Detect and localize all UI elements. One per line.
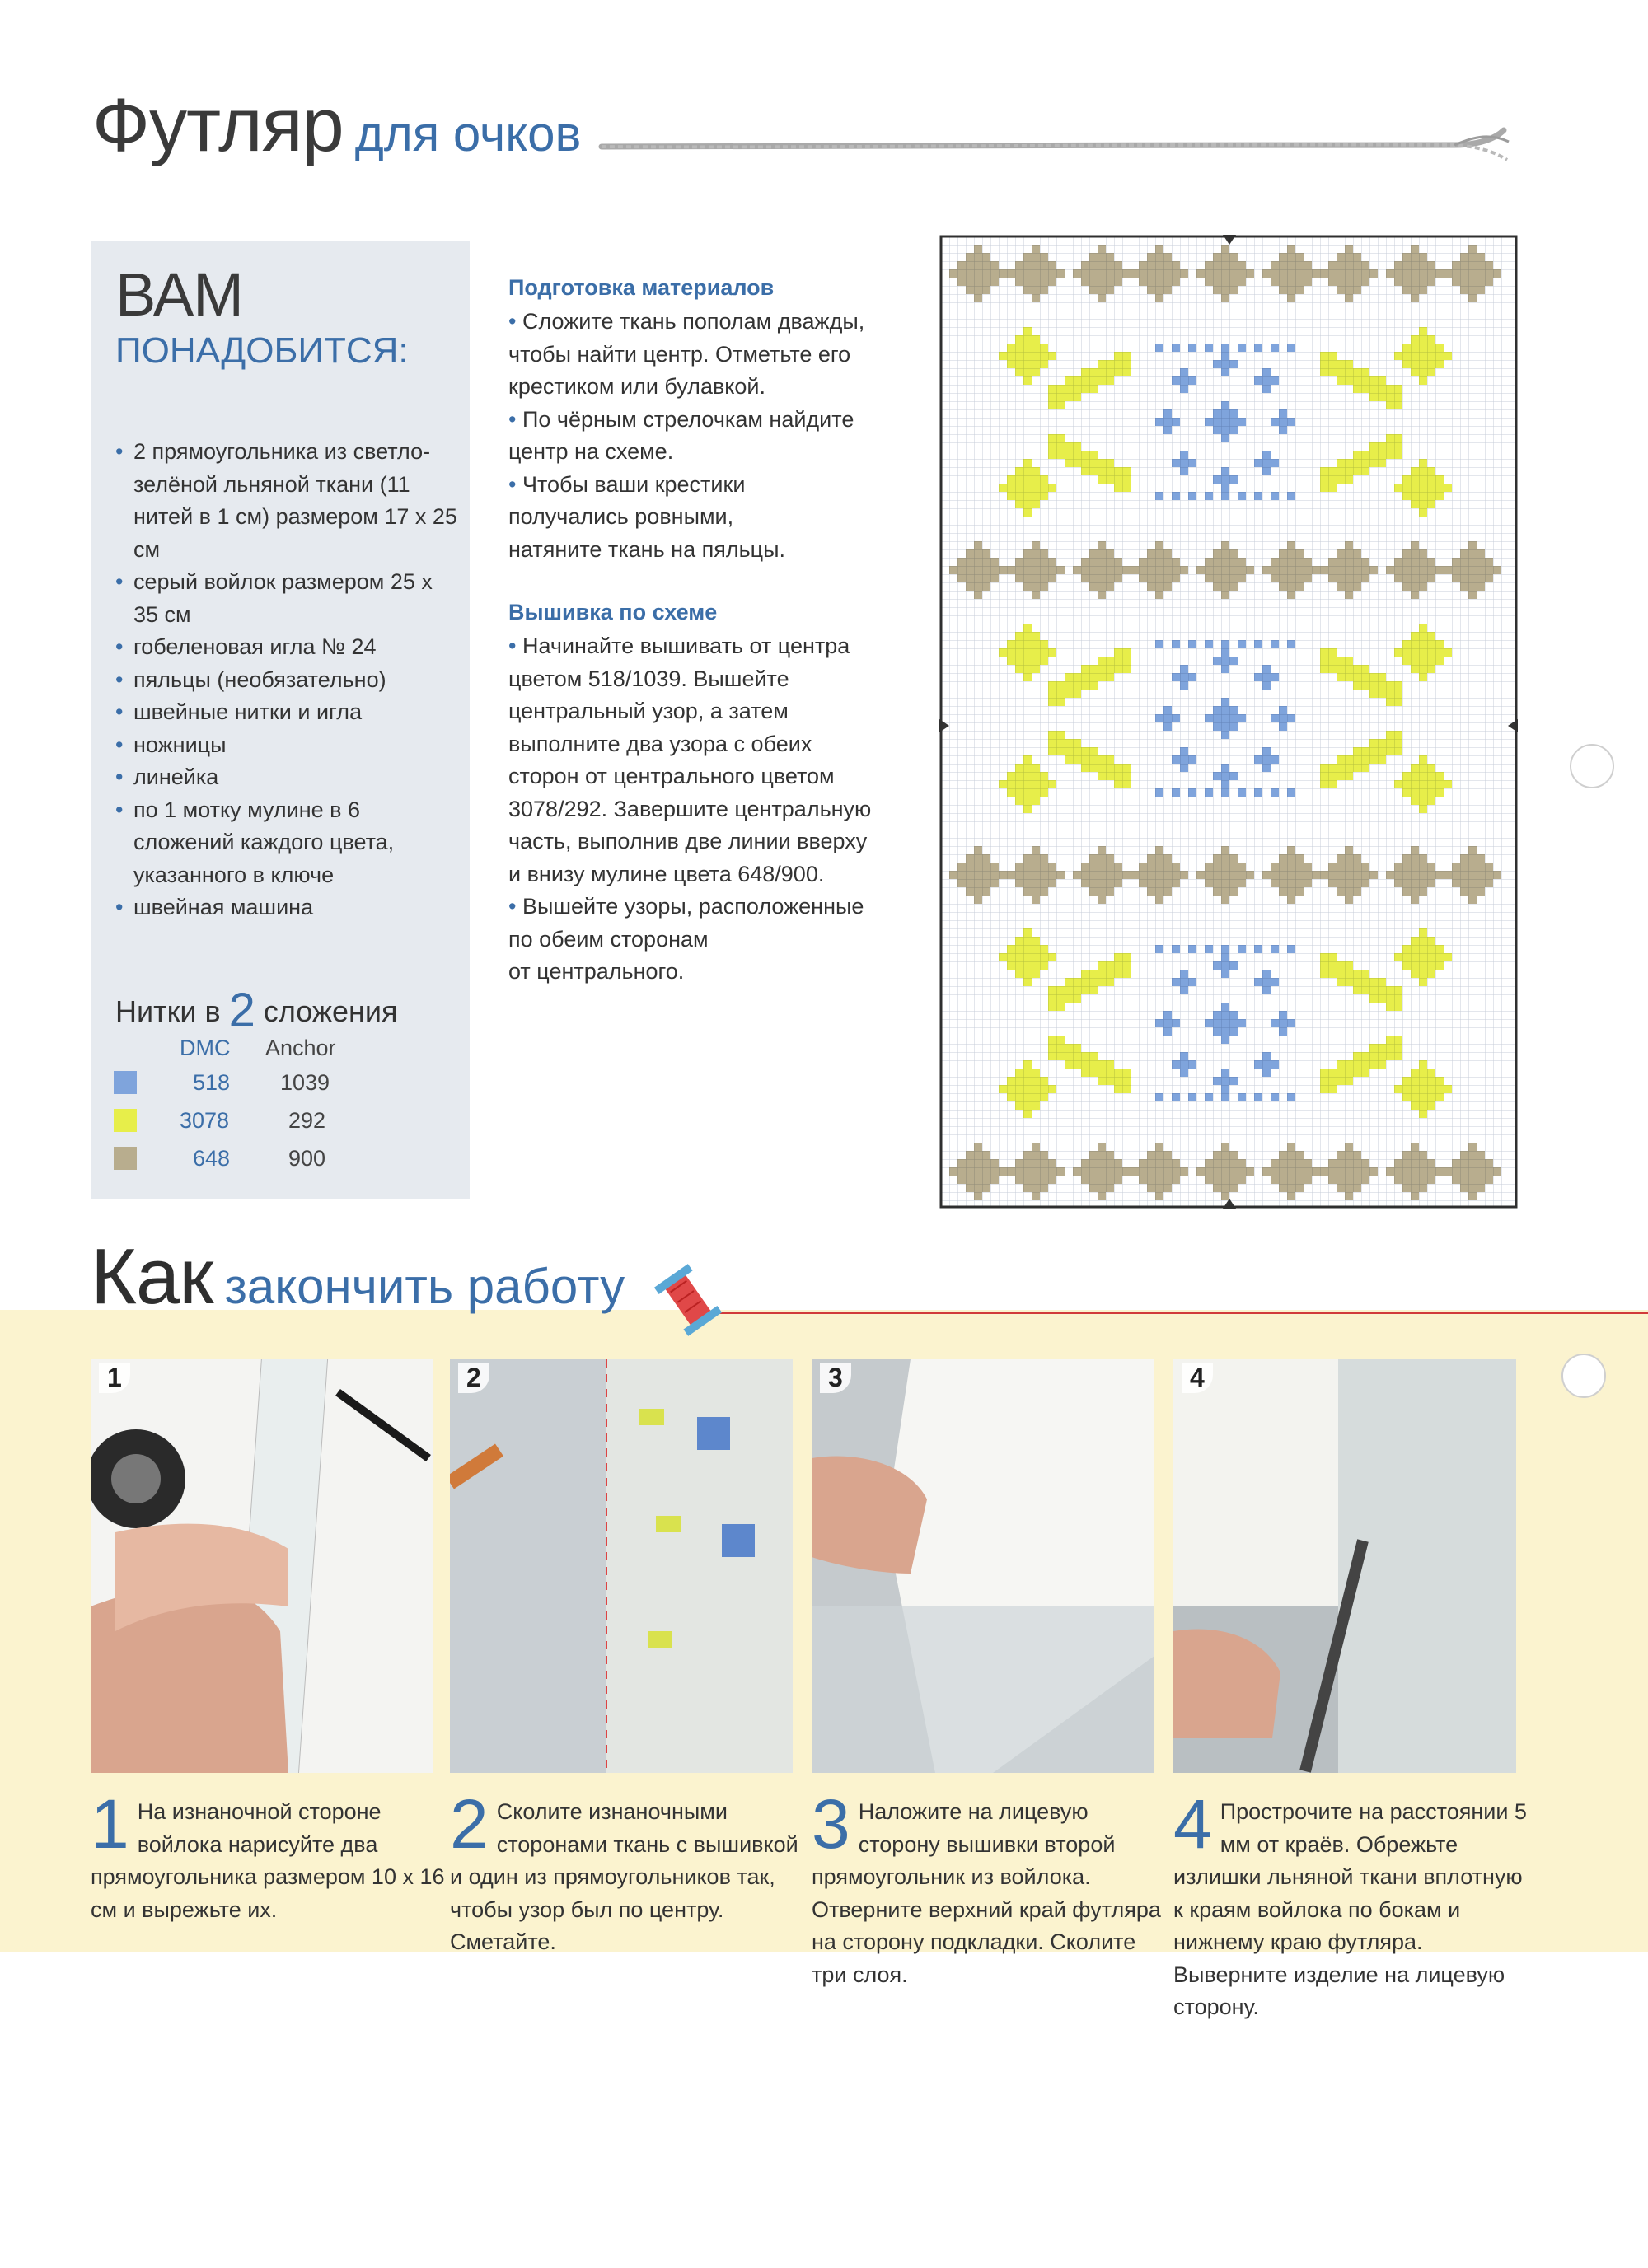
step-text: На изнаночной стороне войлока нарисуйте два прямоугольника размером 10 x 16 см и вырежьте их. — [91, 1799, 445, 1922]
embroidery-line: • Начинайте вышивать от центра — [508, 634, 850, 658]
page-title-main: Футляр — [92, 83, 344, 167]
prep-line: • По чёрным стрелочкам найдите — [508, 406, 854, 432]
supplies-item: • пяльцы (необязательно) — [115, 664, 461, 697]
supplies-item: • по 1 мотку мулине в 6 сложений каждого цвета, указанного в ключе — [115, 794, 461, 892]
threads-title-suffix: сложения — [263, 994, 398, 1028]
binder-hole — [1570, 744, 1614, 788]
threads-title-prefix: Нитки в — [115, 994, 221, 1028]
supplies-panel — [91, 241, 470, 1199]
step-2 — [450, 1785, 804, 1959]
embroidery-line: часть, выполнив две линии вверху — [508, 829, 868, 853]
supplies-item: • линейка — [115, 761, 461, 794]
supplies-subtitle: ПОНАДОБИТСЯ: — [115, 330, 409, 371]
threads-col-anchor: Anchor — [265, 1036, 336, 1060]
step-text: Прострочите на расстоянии 5 мм от краёв. Обрежьте излишки льняной ткани вплотную к краям войлока по бокам и нижнему краю футляра. Выверните изделие на лицевую сторону. — [1173, 1799, 1527, 2019]
supplies-item: • ножницы — [115, 729, 461, 762]
step-1 — [91, 1785, 445, 1926]
step-photo-label: 3 — [820, 1363, 851, 1393]
finishing-title-sub: закончить работу — [224, 1259, 625, 1314]
step-photo-4 — [1173, 1359, 1516, 1773]
embroidery-line: от центрального. — [508, 959, 685, 984]
thread-illustration — [597, 124, 1512, 173]
step-photo-3 — [812, 1359, 1154, 1773]
supplies-item: • швейные нитки и игла — [115, 696, 461, 729]
thread-swatch-blue — [114, 1071, 137, 1094]
threads-title-number: 2 — [228, 984, 255, 1037]
thread-dmc-value: 648 — [193, 1146, 231, 1171]
step-photo-label: 2 — [458, 1363, 489, 1393]
cross-stitch-chart — [939, 235, 1518, 1209]
step-number: 3 — [812, 1785, 850, 1863]
prep-line: чтобы найти центр. Отметьте его — [508, 341, 851, 367]
thread-anchor-value: 292 — [288, 1108, 326, 1133]
embroidery-line: центральный узор, а затем — [508, 699, 789, 723]
prep-heading: Подготовка материалов — [508, 275, 775, 300]
step-text: Наложите на лицевую сторону вышивки второй прямоугольник из войлока. Отверните верхний край футляра на сторону подкладки. Сколите три слоя. — [812, 1799, 1161, 1987]
embroidery-line: 3078/292. Завершите центральную — [508, 796, 872, 821]
step-3 — [812, 1785, 1166, 1991]
prep-line: • Чтобы ваши крестики — [508, 471, 746, 497]
embroidery-line: сторон от центрального цветом — [508, 764, 835, 788]
embroidery-heading: Вышивка по схеме — [508, 600, 718, 624]
prep-line: центр на схеме. — [508, 439, 674, 464]
supplies-list — [115, 436, 461, 924]
step-photo-1 — [91, 1359, 433, 1773]
step-photo-2 — [450, 1359, 793, 1773]
embroidery-line: выполните два узора с обеих — [508, 731, 812, 756]
step-text: Сколите изнаночными сторонами ткань с вышивкой и один из прямоугольников так, чтобы узор был по центру. Сметайте. — [450, 1799, 798, 1954]
threads-key-title — [115, 983, 398, 1038]
thread-anchor-value: 1039 — [280, 1070, 330, 1095]
step-number: 2 — [450, 1785, 489, 1863]
prep-line: крестиком или булавкой. — [508, 374, 766, 399]
supplies-title: ВАМ — [115, 260, 243, 329]
divider-line — [700, 1312, 1648, 1314]
thread-swatch-yellow — [114, 1109, 137, 1132]
threads-col-dmc: DMC — [180, 1036, 231, 1060]
step-photo-label: 1 — [99, 1363, 130, 1393]
page-title-sub: для очков — [354, 106, 582, 161]
embroidery-line: и внизу мулине цвета 648/900. — [508, 861, 825, 886]
binder-hole — [1561, 1354, 1606, 1398]
embroidery-line: цветом 518/1039. Вышейте — [508, 666, 789, 691]
step-number: 4 — [1173, 1785, 1212, 1863]
thread-dmc-value: 518 — [193, 1070, 231, 1095]
page-title — [92, 82, 581, 169]
prep-line: получались ровными, — [508, 504, 734, 529]
finishing-title — [91, 1232, 625, 1322]
embroidery-line: по обеим сторонам — [508, 926, 709, 952]
supplies-item: • гобеленовая игла № 24 — [115, 631, 461, 664]
thread-swatch-tan — [114, 1147, 137, 1170]
finishing-title-main: Как — [91, 1232, 213, 1321]
supplies-item: • 2 прямоугольника из светло-зелёной льняной ткани (11 нитей в 1 см) размером 17 x 25 см — [115, 436, 461, 566]
spool-icon — [651, 1259, 725, 1341]
supplies-item: • швейная машина — [115, 891, 461, 924]
step-photo-label: 4 — [1182, 1363, 1213, 1393]
prep-text — [508, 306, 904, 566]
embroidery-text — [508, 630, 904, 989]
supplies-item: • серый войлок размером 25 x 35 см — [115, 566, 461, 631]
prep-line: • Сложите ткань пополам дважды, — [508, 309, 865, 334]
embroidery-line: • Вышейте узоры, расположенные — [508, 894, 864, 919]
prep-line: натяните ткань на пяльцы. — [508, 536, 786, 562]
thread-dmc-value: 3078 — [180, 1108, 230, 1133]
step-number: 1 — [91, 1785, 129, 1863]
step-4 — [1173, 1785, 1528, 2024]
thread-anchor-value: 900 — [288, 1146, 326, 1171]
